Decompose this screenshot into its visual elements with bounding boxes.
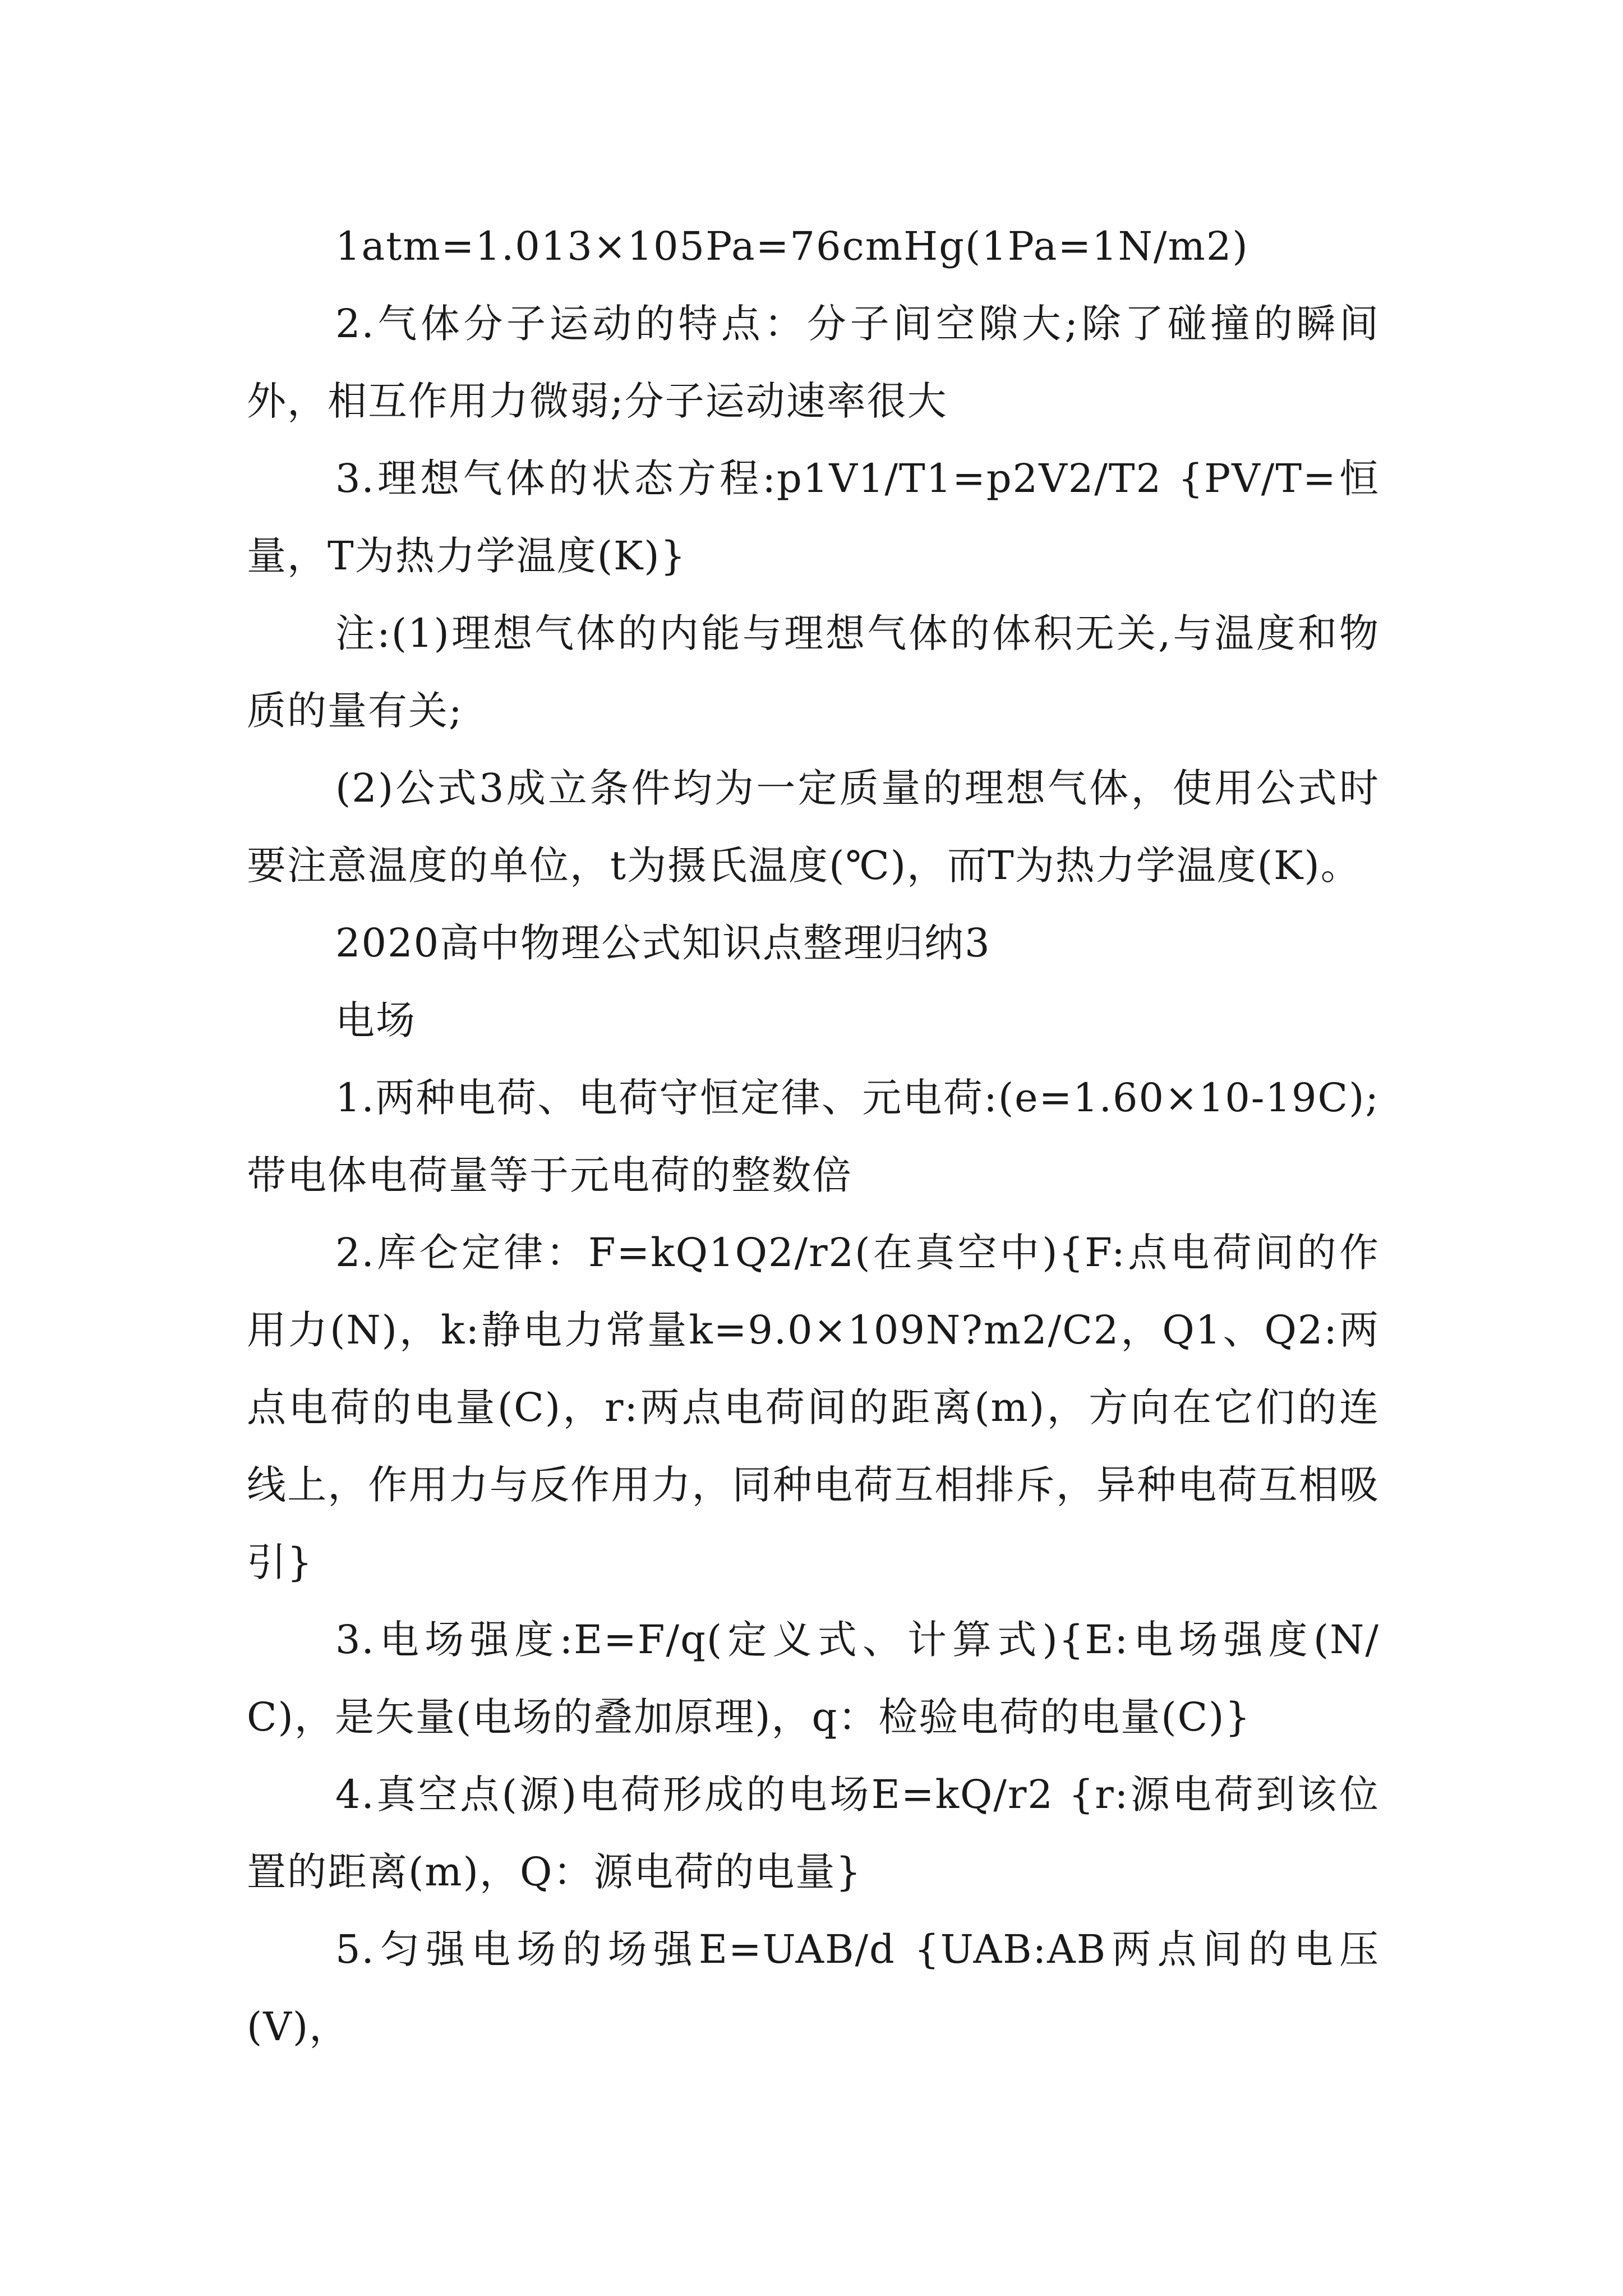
subsection-heading-electric-field: 电场: [335, 997, 416, 1043]
paragraph-coulomb-law: 2.库仑定律：F=kQ1Q2/r2(在真空中){F:点电荷间的作用力(N)，k:静电力常量k=9.0×109N?m2/C2，Q1、Q2:两点电荷的电量(C)，r:两点电荷间的距离(m)，方向在它们的连线上，作用力与反作用力，同种电荷互相排斥，异种电荷互相吸引}: [247, 1230, 1380, 1585]
document-body: [247, 208, 1380, 2065]
paragraph-note-2: (2)公式3成立条件均为一定质量的理想气体，使用公式时要注意温度的单位，t为摄氏温度(℃)，而T为热力学温度(K)。: [247, 765, 1380, 889]
section-heading: 2020高中物理公式知识点整理归纳3: [335, 920, 991, 966]
paragraph-uniform-field: 5.匀强电场的场强E=UAB/d {UAB:AB两点间的电压(V)，: [247, 1926, 1380, 2050]
paragraph-point-charge-field: 4.真空点(源)电荷形成的电场E=kQ/r2 {r:源电荷到该位置的距离(m)，Q：源电荷的电量}: [247, 1772, 1380, 1895]
paragraph-gas-molecule-motion: 2.气体分子运动的特点：分子间空隙大;除了碰撞的瞬间外，相互作用力微弱;分子运动速率很大: [247, 301, 1380, 424]
paragraph-note-1: 注:(1)理想气体的内能与理想气体的体积无关,与温度和物质的量有关;: [247, 610, 1380, 734]
paragraph-field-strength: 3.电场强度:E=F/q(定义式、计算式){E:电场强度(N/C)，是矢量(电场的叠加原理)，q：检验电荷的电量(C)}: [247, 1617, 1380, 1740]
paragraph-pressure-units: 1atm=1.013×105Pa=76cmHg(1Pa=1N/m2): [335, 223, 1249, 269]
paragraph-ideal-gas-equation: 3.理想气体的状态方程:p1V1/T1=p2V2/T2 {PV/T=恒量，T为热力学温度(K)}: [247, 455, 1380, 579]
paragraph-elementary-charge: 1.两种电荷、电荷守恒定律、元电荷:(e=1.60×10-19C);带电体电荷量等于元电荷的整数倍: [247, 1075, 1380, 1198]
